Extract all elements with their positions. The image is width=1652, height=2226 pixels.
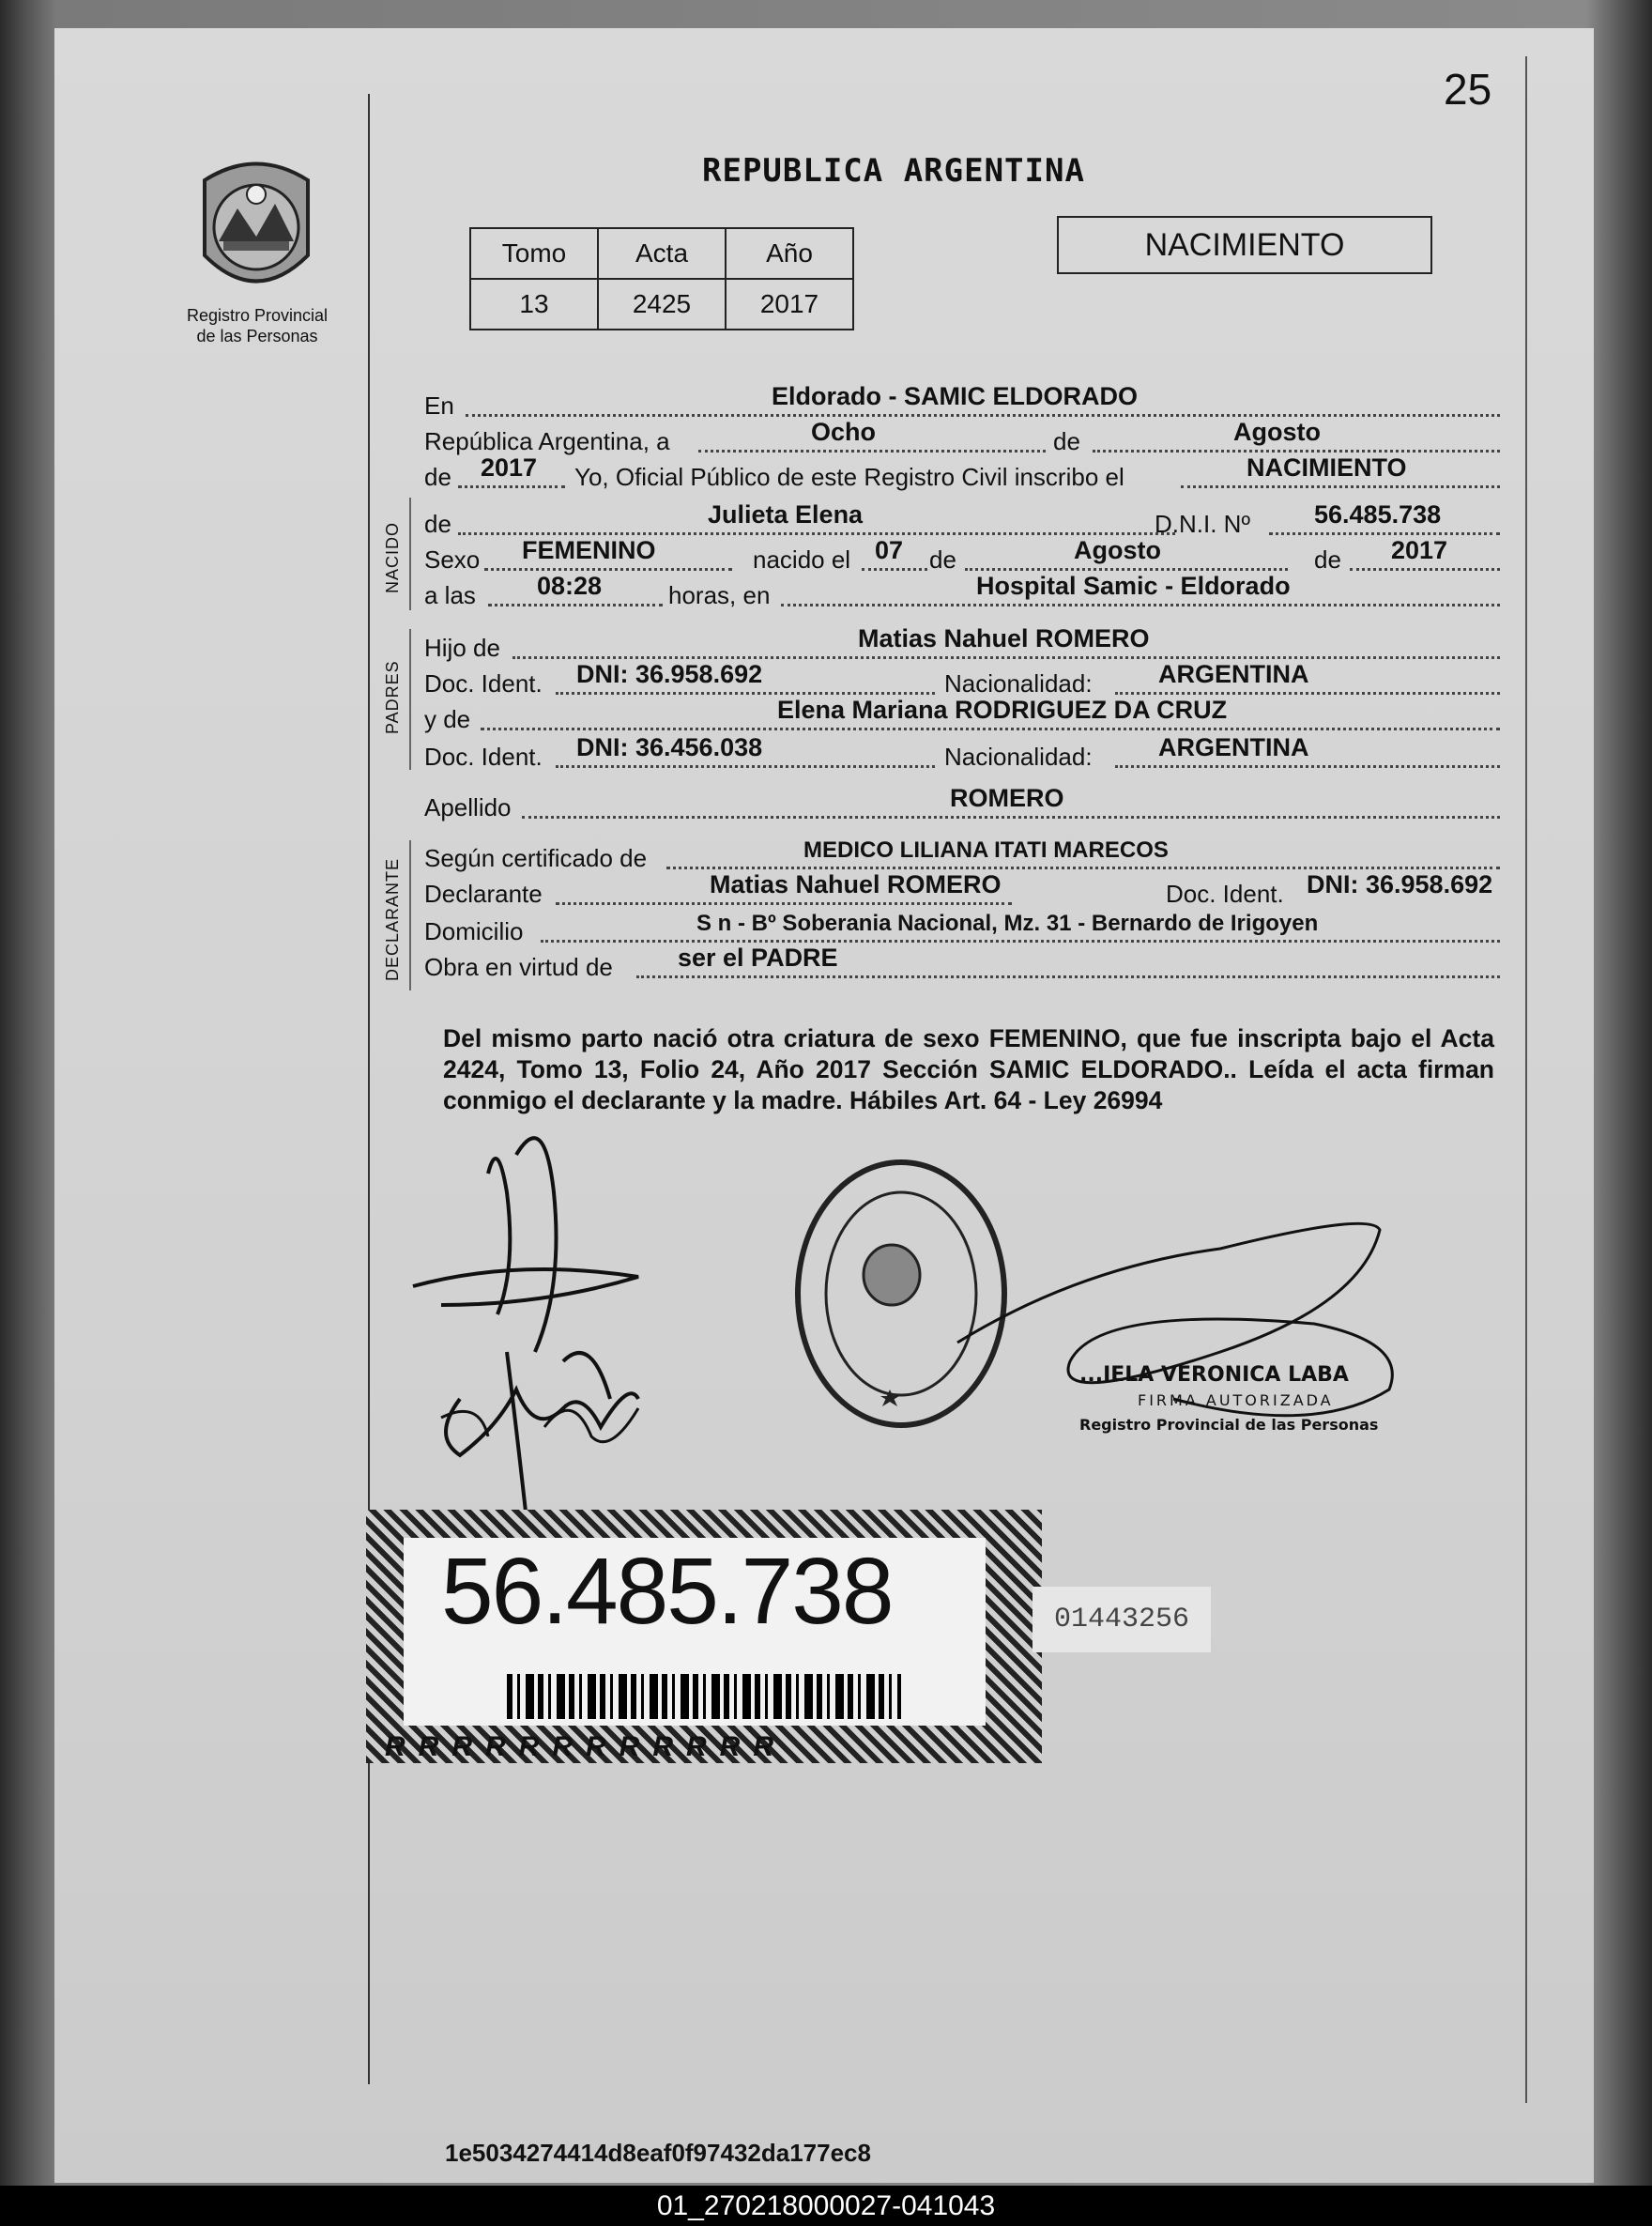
- dotted-line: [698, 450, 1046, 453]
- field-anio-label2: Yo, Oficial Público de este Registro Civil inscribo el: [574, 463, 1124, 491]
- field-sexo: [424, 536, 1500, 575]
- dotted-line: [458, 532, 1175, 535]
- field-ydem: [424, 696, 1500, 734]
- dotted-line: [965, 568, 1288, 571]
- reference-table: [469, 227, 854, 330]
- field-anio-label: de: [424, 463, 451, 491]
- field-certificado-label: Según certificado de: [424, 844, 648, 872]
- section-line-declarante: [409, 840, 411, 990]
- field-obra-label: Obra en virtud de: [424, 953, 613, 981]
- field-republica: [424, 418, 1500, 456]
- field-certificado-value: MEDICO LILIANA ITATI MARECOS: [803, 837, 1169, 863]
- dotted-line: [1115, 692, 1500, 695]
- stamp-role: FIRMA AUTORIZADA: [1138, 1391, 1334, 1409]
- field-sexo-label2: nacido el: [753, 545, 851, 574]
- section-line-nacido: [409, 498, 411, 610]
- barcode-icon: [507, 1674, 901, 1719]
- field-nombre-label2: D.N.I. Nº: [1155, 510, 1250, 538]
- field-anio-value: 2017: [481, 453, 538, 482]
- dotted-line: [666, 867, 1500, 869]
- field-certificado: [424, 837, 1500, 873]
- section-label-declarante: DECLARANTE: [383, 857, 402, 981]
- id-label: [366, 1510, 1042, 1763]
- field-republica-label: República Argentina, a: [424, 427, 670, 455]
- stamp-office: Registro Provincial de las Personas: [1079, 1416, 1379, 1434]
- dotted-line: [481, 728, 1500, 730]
- field-republica-value2: Agosto: [1233, 418, 1321, 446]
- id-label-number: 56.485.738: [441, 1539, 893, 1644]
- field-hora-label: a las: [424, 581, 476, 609]
- scan-footer: 01_270218000027-041043: [0, 2186, 1652, 2226]
- field-doc1-value: DNI: 36.958.692: [576, 660, 763, 688]
- section-line-padres: [409, 629, 411, 770]
- field-doc2-label: Doc. Ident.: [424, 743, 543, 771]
- field-declarante-value2: DNI: 36.958.692: [1307, 870, 1493, 898]
- field-nombre-value: Julieta Elena: [708, 500, 864, 529]
- field-doc1-label2: Nacionalidad:: [944, 669, 1093, 698]
- field-declarante-value: Matias Nahuel ROMERO: [710, 870, 1002, 898]
- field-domicilio-label: Domicilio: [424, 917, 524, 945]
- field-declarante-label2: Doc. Ident.: [1166, 880, 1284, 908]
- id-label-pattern: RRRRRRRRRRRR: [385, 1731, 787, 1762]
- field-hijo-value: Matias Nahuel ROMERO: [858, 624, 1150, 652]
- page-number: 25: [1444, 65, 1492, 114]
- field-en-value: Eldorado - SAMIC ELDORADO: [772, 382, 1138, 410]
- field-hijo-label: Hijo de: [424, 634, 500, 662]
- logo-caption-line1: Registro Provincial: [186, 306, 329, 325]
- dotted-line: [556, 902, 1012, 905]
- field-nombre: [424, 500, 1500, 539]
- dotted-line: [1093, 450, 1500, 453]
- field-en: [424, 382, 1500, 421]
- reference-value-row: [470, 279, 853, 330]
- dotted-line: [1269, 532, 1500, 535]
- dotted-line: [556, 765, 935, 768]
- handwritten-signature-icon: [404, 1117, 676, 1521]
- field-doc1-label: Doc. Ident.: [424, 669, 543, 698]
- field-sexo-value3: Agosto: [1074, 536, 1161, 564]
- field-domicilio-value: S n - Bº Soberania Nacional, Mz. 31 - Bernardo de Irigoyen: [696, 911, 1319, 936]
- field-sexo-label4: de: [1314, 545, 1341, 574]
- observation-paragraph: Del mismo parto nació otra criatura de sexo FEMENINO, que fue inscripta bajo el Acta 2424, Tomo 13, Folio 24, Año 2017 Sección SAMIC ELDORADO.. Leída el acta firman conmigo el declarante y la madre. Hábiles Art. 64 - Ley 26994: [443, 1024, 1494, 1114]
- dotted-line: [522, 816, 1500, 819]
- id-label-inner: [404, 1538, 986, 1726]
- logo-caption: [173, 305, 342, 346]
- field-domicilio: [424, 911, 1500, 946]
- dotted-line: [862, 568, 927, 571]
- field-anio-value2: NACIMIENTO: [1247, 453, 1407, 482]
- dotted-line: [1181, 485, 1500, 488]
- field-republica-value: Ocho: [811, 418, 877, 446]
- field-doc2: [424, 733, 1500, 772]
- serial-sticker: 01443256: [1032, 1587, 1211, 1652]
- document-title: REPUBLICA ARGENTINA: [702, 152, 1085, 190]
- province-logo: [195, 152, 317, 302]
- stamp-name: ...IELA VERONICA LABA: [1079, 1363, 1349, 1387]
- field-anio: [424, 453, 1500, 492]
- reference-header-anio: Año: [726, 228, 853, 279]
- field-apellido-value: ROMERO: [950, 784, 1064, 812]
- field-doc1-value2: ARGENTINA: [1158, 660, 1309, 688]
- field-doc1: [424, 660, 1500, 699]
- section-label-padres: PADRES: [383, 660, 402, 734]
- field-sexo-label: Sexo: [424, 545, 481, 574]
- reference-value-acta: 2425: [598, 279, 726, 330]
- field-nombre-label: de: [424, 510, 451, 538]
- reference-header-tomo: Tomo: [470, 228, 598, 279]
- logo-caption-line2: de las Personas: [196, 327, 318, 345]
- field-hijo: [424, 624, 1500, 663]
- field-apellido-label: Apellido: [424, 793, 512, 821]
- field-sexo-value: FEMENINO: [522, 536, 656, 564]
- field-hora-value: 08:28: [537, 572, 603, 600]
- field-hora: [424, 572, 1500, 610]
- document-hash: 1e5034274414d8eaf0f97432da177ec8: [445, 2139, 871, 2167]
- field-ydem-label: y de: [424, 705, 471, 733]
- field-ydem-value: Elena Mariana RODRIGUEZ DA CRUZ: [777, 696, 1228, 724]
- field-sexo-value2: 07: [875, 536, 904, 564]
- field-republica-label2: de: [1053, 427, 1080, 455]
- margin-line-right: [1525, 56, 1527, 2103]
- reference-value-tomo: 13: [470, 279, 598, 330]
- field-apellido: [424, 784, 1500, 822]
- misiones-seal-icon: [195, 152, 317, 302]
- record-type-box: NACIMIENTO: [1057, 216, 1432, 274]
- dotted-line: [466, 414, 1500, 417]
- dotted-line: [1350, 568, 1500, 571]
- dotted-line: [1115, 765, 1500, 768]
- field-hora-value2: Hospital Samic - Eldorado: [976, 572, 1291, 600]
- field-declarante-label: Declarante: [424, 880, 543, 908]
- field-declarante: [424, 870, 1500, 909]
- field-doc2-value: DNI: 36.456.038: [576, 733, 763, 761]
- reference-header-row: [470, 228, 853, 279]
- section-label-nacido: NACIDO: [383, 521, 402, 593]
- reference-value-anio: 2017: [726, 279, 853, 330]
- dotted-line: [556, 692, 935, 695]
- declarant-signature: [404, 1117, 676, 1521]
- field-en-label: En: [424, 391, 454, 420]
- field-doc2-value2: ARGENTINA: [1158, 733, 1309, 761]
- dotted-line: [781, 604, 1500, 606]
- dotted-line: [512, 656, 1500, 659]
- field-hora-label2: horas, en: [668, 581, 771, 609]
- field-obra: [424, 944, 1500, 982]
- reference-header-acta: Acta: [598, 228, 726, 279]
- field-doc2-label2: Nacionalidad:: [944, 743, 1093, 771]
- field-sexo-value4: 2017: [1391, 536, 1448, 564]
- dotted-line: [541, 940, 1500, 943]
- margin-line-left: [368, 94, 370, 2084]
- dotted-line: [484, 568, 732, 571]
- field-sexo-label3: de: [929, 545, 956, 574]
- dotted-line: [488, 604, 663, 606]
- dotted-line: [458, 485, 565, 488]
- field-obra-value: ser el PADRE: [678, 944, 838, 972]
- field-nombre-value2: 56.485.738: [1314, 500, 1442, 529]
- dotted-line: [636, 975, 1500, 978]
